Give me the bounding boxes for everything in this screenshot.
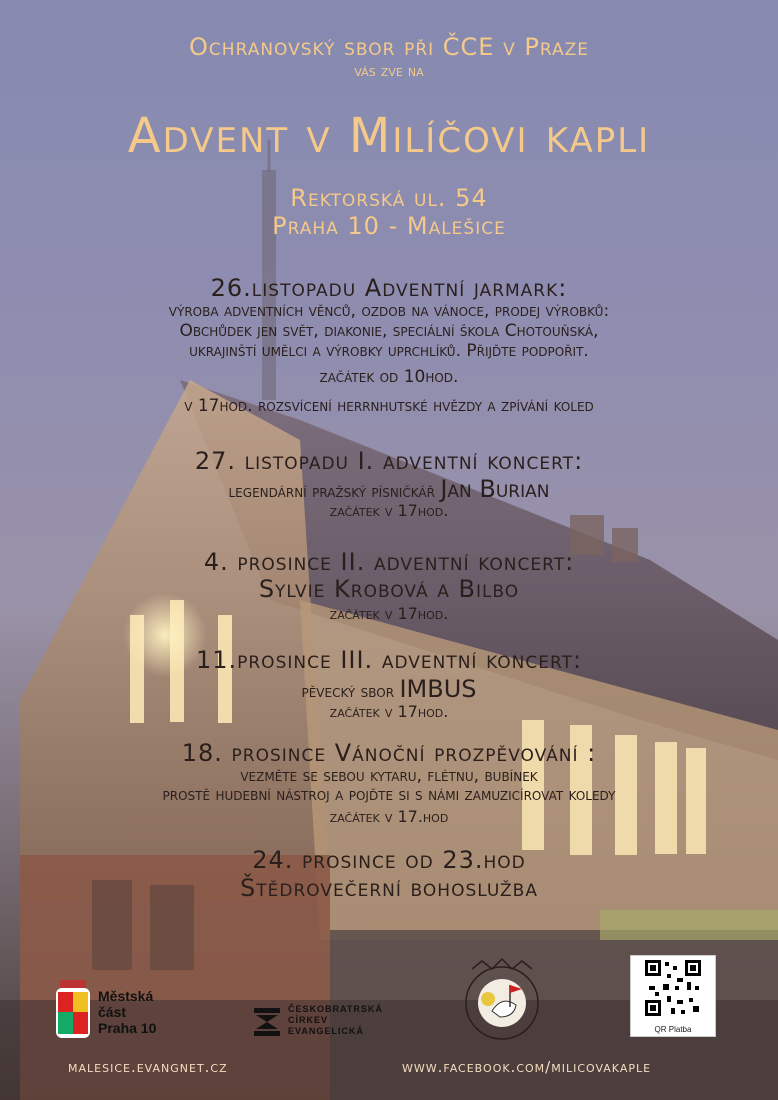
event-line: výroba adventních věnců, ozdob na vánoce, prodej výrobků: <box>168 301 610 321</box>
event-subheading: Štědrovečerní bohoslužba <box>240 874 538 902</box>
event-line: ukrajinští umělci a výrobky uprchlíků. Přijďte podpořit. <box>189 341 589 361</box>
event-line: vezměte se sebou kytaru, flétnu, bubínek <box>240 766 538 786</box>
address-street: Rektorská ul. 54 <box>290 184 488 212</box>
event-line: Obchůdek jen svět, diakonie, speciální škola Chotouňská, <box>179 321 599 341</box>
event-time: začátek v 17hod. <box>329 604 449 623</box>
event-heading: 24. prosince od 23.hod <box>252 846 526 874</box>
praha10-logo <box>52 980 182 1048</box>
event-heading: 27. listopadu I. adventní koncert: <box>194 447 584 475</box>
praha10-crest-icon <box>52 980 94 1042</box>
event-performer-line <box>0 476 778 502</box>
header-organizer: Ochranovský sbor při ČCE v Praze <box>189 33 589 61</box>
church-logo-line: ČESKOBRATRSKÁ <box>288 1004 383 1014</box>
performer-prefix: pěvecký sbor <box>301 682 395 702</box>
performer-prefix: legendární pražský písničkář <box>228 482 435 502</box>
website-link[interactable]: malesice.evangnet.cz <box>68 1058 228 1076</box>
cce-logo <box>252 1002 412 1042</box>
performer-name: Sylvie Krobová a Bilbo <box>258 575 520 603</box>
city-logo-line: Městská <box>98 988 154 1004</box>
event-time: začátek v 17.hod <box>329 807 449 826</box>
page-title: Advent v Milíčovi kapli <box>127 108 651 164</box>
event-line: v 17hod. rozsvícení herrnhutské hvězdy a zpívání koled <box>184 396 594 416</box>
event-performer-line <box>0 676 778 702</box>
event-heading: 11.prosince III. adventní koncert: <box>195 646 583 674</box>
chalice-icon <box>252 1006 282 1036</box>
qr-payment-code[interactable] <box>630 955 716 1037</box>
facebook-link[interactable]: www.facebook.com/milicovakaple <box>402 1058 652 1076</box>
qr-code-icon <box>631 956 715 1024</box>
event-heading: 18. prosince Vánoční prozpěvování : <box>181 739 597 767</box>
qr-caption: QR Platba <box>654 1025 692 1034</box>
church-logo-line: CÍRKEV <box>288 1015 329 1025</box>
city-logo-line: část <box>98 1004 127 1020</box>
event-time: začátek od 10hod. <box>319 367 459 387</box>
performer-name: Jan Burian <box>440 475 550 503</box>
event-line: prostě hudební nástroj a pojďte si s námi zamuzicírovat koledy <box>162 785 616 805</box>
address-city: Praha 10 - Malešice <box>272 212 506 240</box>
performer-name: IMBUS <box>399 675 477 703</box>
event-heading: 26.listopadu Adventní jarmark: <box>210 274 568 302</box>
event-time: začátek v 17hod. <box>329 702 449 721</box>
city-logo-line: Praha 10 <box>98 1020 157 1036</box>
event-time: začátek v 17hod. <box>329 501 449 520</box>
event-heading: 4. prosince II. adventní koncert: <box>203 548 575 576</box>
ochranov-congregation-seal-icon <box>452 955 552 1045</box>
church-logo-line: EVANGELICKÁ <box>288 1026 364 1036</box>
header-invite: vás zve na <box>354 61 424 80</box>
